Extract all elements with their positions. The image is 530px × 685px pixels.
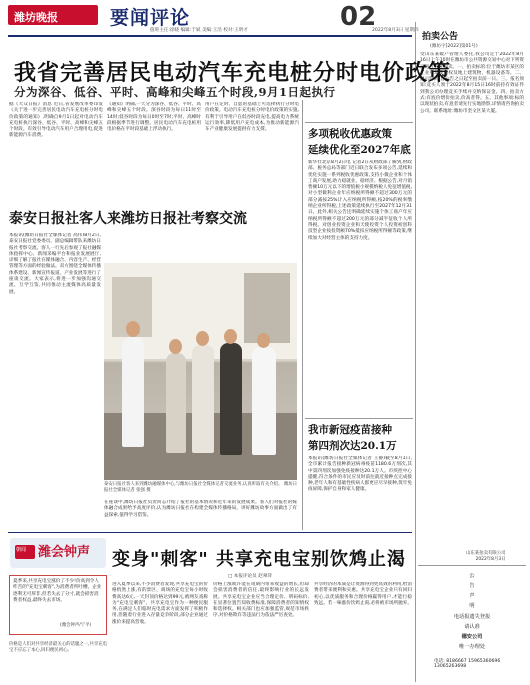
person-head <box>257 333 270 348</box>
commentary-body-col2: 价格上涨或许能在短期内带来收益的增长,但却会损害消费者的信任,最终影响行业的长远发展。共享充电宝企业应当合理定价、明码标价,在显著位置告知收费标准,保障消费者的知情权和选择权。相关部门也应加强监管,规范市场秩序,对价格欺诈等违法行为依法严厉查处。 <box>213 582 309 619</box>
column-box <box>9 575 107 635</box>
section-rule <box>8 532 412 533</box>
commentary-body-col3: 共享经济的本质是让资源得到更高效的利用,给消费者带来便利和实惠。共享充电宝企业只有回归初心,以优质服务和合理价格赢得用户,才能行稳致远。若一味涨价饮鸩止渴,必将被市场所抛弃。 <box>314 582 412 606</box>
lead-headline: 我省完善居民电动汽车充电桩分时电价政策 <box>14 60 452 86</box>
photo-caption: 泰安日报社客人来到潍坊融媒体中心,与潍坊日报社全媒体记者交流业务,认真听取有关介绍。 潍坊日报社全媒体记者 张强 摄 <box>104 482 297 493</box>
page-number: 02 <box>340 2 377 32</box>
lead-body-col1: 据《大众日报》消息 近日,省发展改革委印发《关于进一步完善居民电动汽车充电桩分时电价政策的通知》,明确自9月1日起对电动汽车充电桩执行深谷、低谷、平时、高峰和尖峰五个时段。有效引导电动汽车用户合理用电,促进新能源汽车消费。 <box>9 102 103 139</box>
column-footnote: 价格是人们对共享经济最关心的话题之一,共享充电宝不应忘了本心,回归便民初心。 <box>9 642 107 653</box>
header-rule <box>8 35 412 37</box>
person-figure <box>122 337 144 447</box>
issue-date: 2022年8月3日 星期四 <box>372 28 419 33</box>
lead-body-col3: 用户在定时、自愿的基础上可选择执行分时电价政策。电动汽车充电桩分时电价政策的实施,有利于引导用户在低谷时段充电,提高电力系统运行效率,降低用户充电成本,为推动新能源汽车产业健康发展提供有力支撑。 <box>205 102 299 133</box>
column-divider <box>302 100 303 530</box>
notice-line: 德安公司 <box>461 634 483 640</box>
tax-body: 新华社北京8月2日电 记者2日从财政部了解到,财政部、税务总局等部门近日联合发布多项公告,延续和优化实施一系列税收优惠政策,支持小微企业和个体工商户发展,助力稳就业、稳经济。根据公告,对月销售额10万元以下的增值税小规模纳税人免征增值税,对小型微利企业年应纳税所得额不超过300万元的部分减按25%计入应纳税所得额,按20%的税率缴纳企业所得税,上述政策延续执行至2027年12月31日。此外,相关公告还明确延续实施个体工商户年应纳税所得额不超过200万元的部分减半征收个人所得税、对创业投资企业和天使投资个人投资初创科技型企业按投资额70%抵扣应纳税所得额等政策,继续加大对经营主体的支持力度。 <box>308 160 412 241</box>
person-head <box>196 331 209 346</box>
auction-body: 受山东某破产管理人委托,我公司定于2022年8月16日上午10时在潍坊市公共资源交易中心对下列资产进行公开拍卖。一、拍卖标的:位于潍坊市某区的工业用地使用权及地上建筑物、机器设备等。二、展示时间:自公告之日起至拍卖前一日。三、报名须知:竞买人须于2022年8月15日16时前持有效证件到我公司办理竞买手续并交纳保证金。四、拍卖方式:有底价增价拍卖,价高者得。五、其他事项:标的以现状拍卖,有意者请先行实地勘察,详情请咨询拍卖公司。联系地址:潍坊市奎文区某大厦。 <box>420 52 524 114</box>
notice-char: 告 <box>469 583 475 589</box>
display-panel <box>244 273 290 343</box>
column-logo: 潍会钟声 <box>38 545 91 560</box>
person-figure <box>252 347 276 455</box>
column-badge: 朝闻 <box>15 545 35 559</box>
lead-body-col2: 《通知》明确,一天分为深谷、低谷、平时、高峰和尖峰五个时段。深谷时段为每日11时至14时;低谷时段为每日0时至7时;平时、高峰时段根据季节进行调整。居民电动汽车充电桩用电价格在平时段基础上浮动执行。 <box>107 102 201 133</box>
story-rule <box>305 418 413 419</box>
person-figure <box>166 353 186 453</box>
section-title: 要闻评论 <box>110 7 191 29</box>
vaccine-body: 本报讯(潍坊日报社全媒体记者 王静)截至8月1日,全市累计报告接种新冠病毒疫苗1180.6万剂次,其中第四剂次加强免疫接种达20.1万人。市疾控中心提醒,符合条件的市民应及时前往就近接种点完成接种,老年人和有基础性疾病人群更应尽早接种,筑牢免疫屏障,保护自身和家人健康。 <box>308 456 412 493</box>
notice-line: 唯一办理处 <box>459 644 485 650</box>
auction-number: (潍坊字[2022]第01号) <box>430 44 478 49</box>
auction-title: 拍卖公告 <box>422 32 459 42</box>
person-figure <box>220 343 242 455</box>
column-divider <box>415 22 416 682</box>
inspect-headline: 泰安日报社客人来潍坊日报社考察交流 <box>9 211 247 227</box>
commentary-body-col1: 进入夏季以来,不少消费者发现,共享充电宝的价格悄然上涨,有的景区、商场的充电宝每小时收费高达6元,一天封顶价格达到99元,被网友戏称为"充电宝刺客"。共享充电宝作为一种便民服务,在满足人们临时充电需求方面发挥了积极作用,但随着行业进入存量竞争阶段,部分企业通过涨价来提高营收。 <box>112 582 208 625</box>
column-body: 夏季来,共享充电宝涨价了不少!价高到令人咋舌的"充电宝刺客",为消费者所吐槽。企业逐利无可厚非,但若失去了分寸,就会损害消费者权益,最终失去市场。 <box>13 579 102 603</box>
lead-subhead: 分为深谷、低谷、平时、高峰和尖峰五个时段,9月1日起执行 <box>14 85 336 99</box>
notice-char: 明 <box>469 603 475 609</box>
auction-org: 山东某拍卖有限公司 2022年8月3日 <box>466 551 506 562</box>
tax-headline: 多项税收优惠政策 延续优化至2027年底 <box>308 128 411 156</box>
notice-char: 声 <box>469 593 475 599</box>
notice-char: 公 <box>469 573 475 579</box>
inspect-body-left: 本报讯(潍坊日报社全媒体记者 高伟)8月2日,泰安日报社党委委员、副总编辑带队来潍坊日报社考察交流。客人一行先后参观了报社融媒体指挥中心、新闻采编平台和报业发展展厅,详细了解了报社在媒体融合、内容生产、经营管理等方面的经验做法。双方围绕全媒体传播体系建设、新闻宣传报道、产业发展等进行了座谈交流。大家表示,将进一步加强沟通交流、互学互鉴,共同推动主流媒体高质量发展。 <box>9 233 101 295</box>
notice-phones: 电话: 8186667 15965360696 13065263698 <box>434 659 501 669</box>
section-rule <box>418 565 526 566</box>
story-rule <box>305 122 413 123</box>
notice-line: 电话报遗失登报 <box>453 614 491 620</box>
person-head <box>169 339 182 354</box>
newspaper-logo: 潍坊晚报 <box>8 5 98 25</box>
inspect-body-mid: 在座谈中,潍坊日报社负责同志介绍了报社的基本情况和近年来的发展成果。客人们对报社的媒体融合成果给予高度评价,认为潍坊日报社在构建全媒体传播格局、讲好潍坊故事方面做出了有益探索,值得学习借鉴。 <box>104 500 297 518</box>
person-figure <box>192 345 214 453</box>
person-head <box>224 329 237 344</box>
notice-line: 请认准 <box>464 624 480 630</box>
column-signature: (潍会钟声/宁平) <box>60 623 92 628</box>
vaccine-headline: 我市新冠疫苗接种 第四剂次达20.1万 <box>308 424 397 452</box>
commentary-byline: □ 本报评论员 赵翠萍 <box>228 574 273 579</box>
person-head <box>126 321 140 337</box>
news-photo <box>104 263 297 480</box>
editor-credits: 值班主任:徐晓 编辑:于斌 美编:王浩 校对:王明才 <box>150 28 248 33</box>
commentary-headline: 变身"刺客" 共享充电宝别饮鸩止渴 <box>112 549 407 570</box>
